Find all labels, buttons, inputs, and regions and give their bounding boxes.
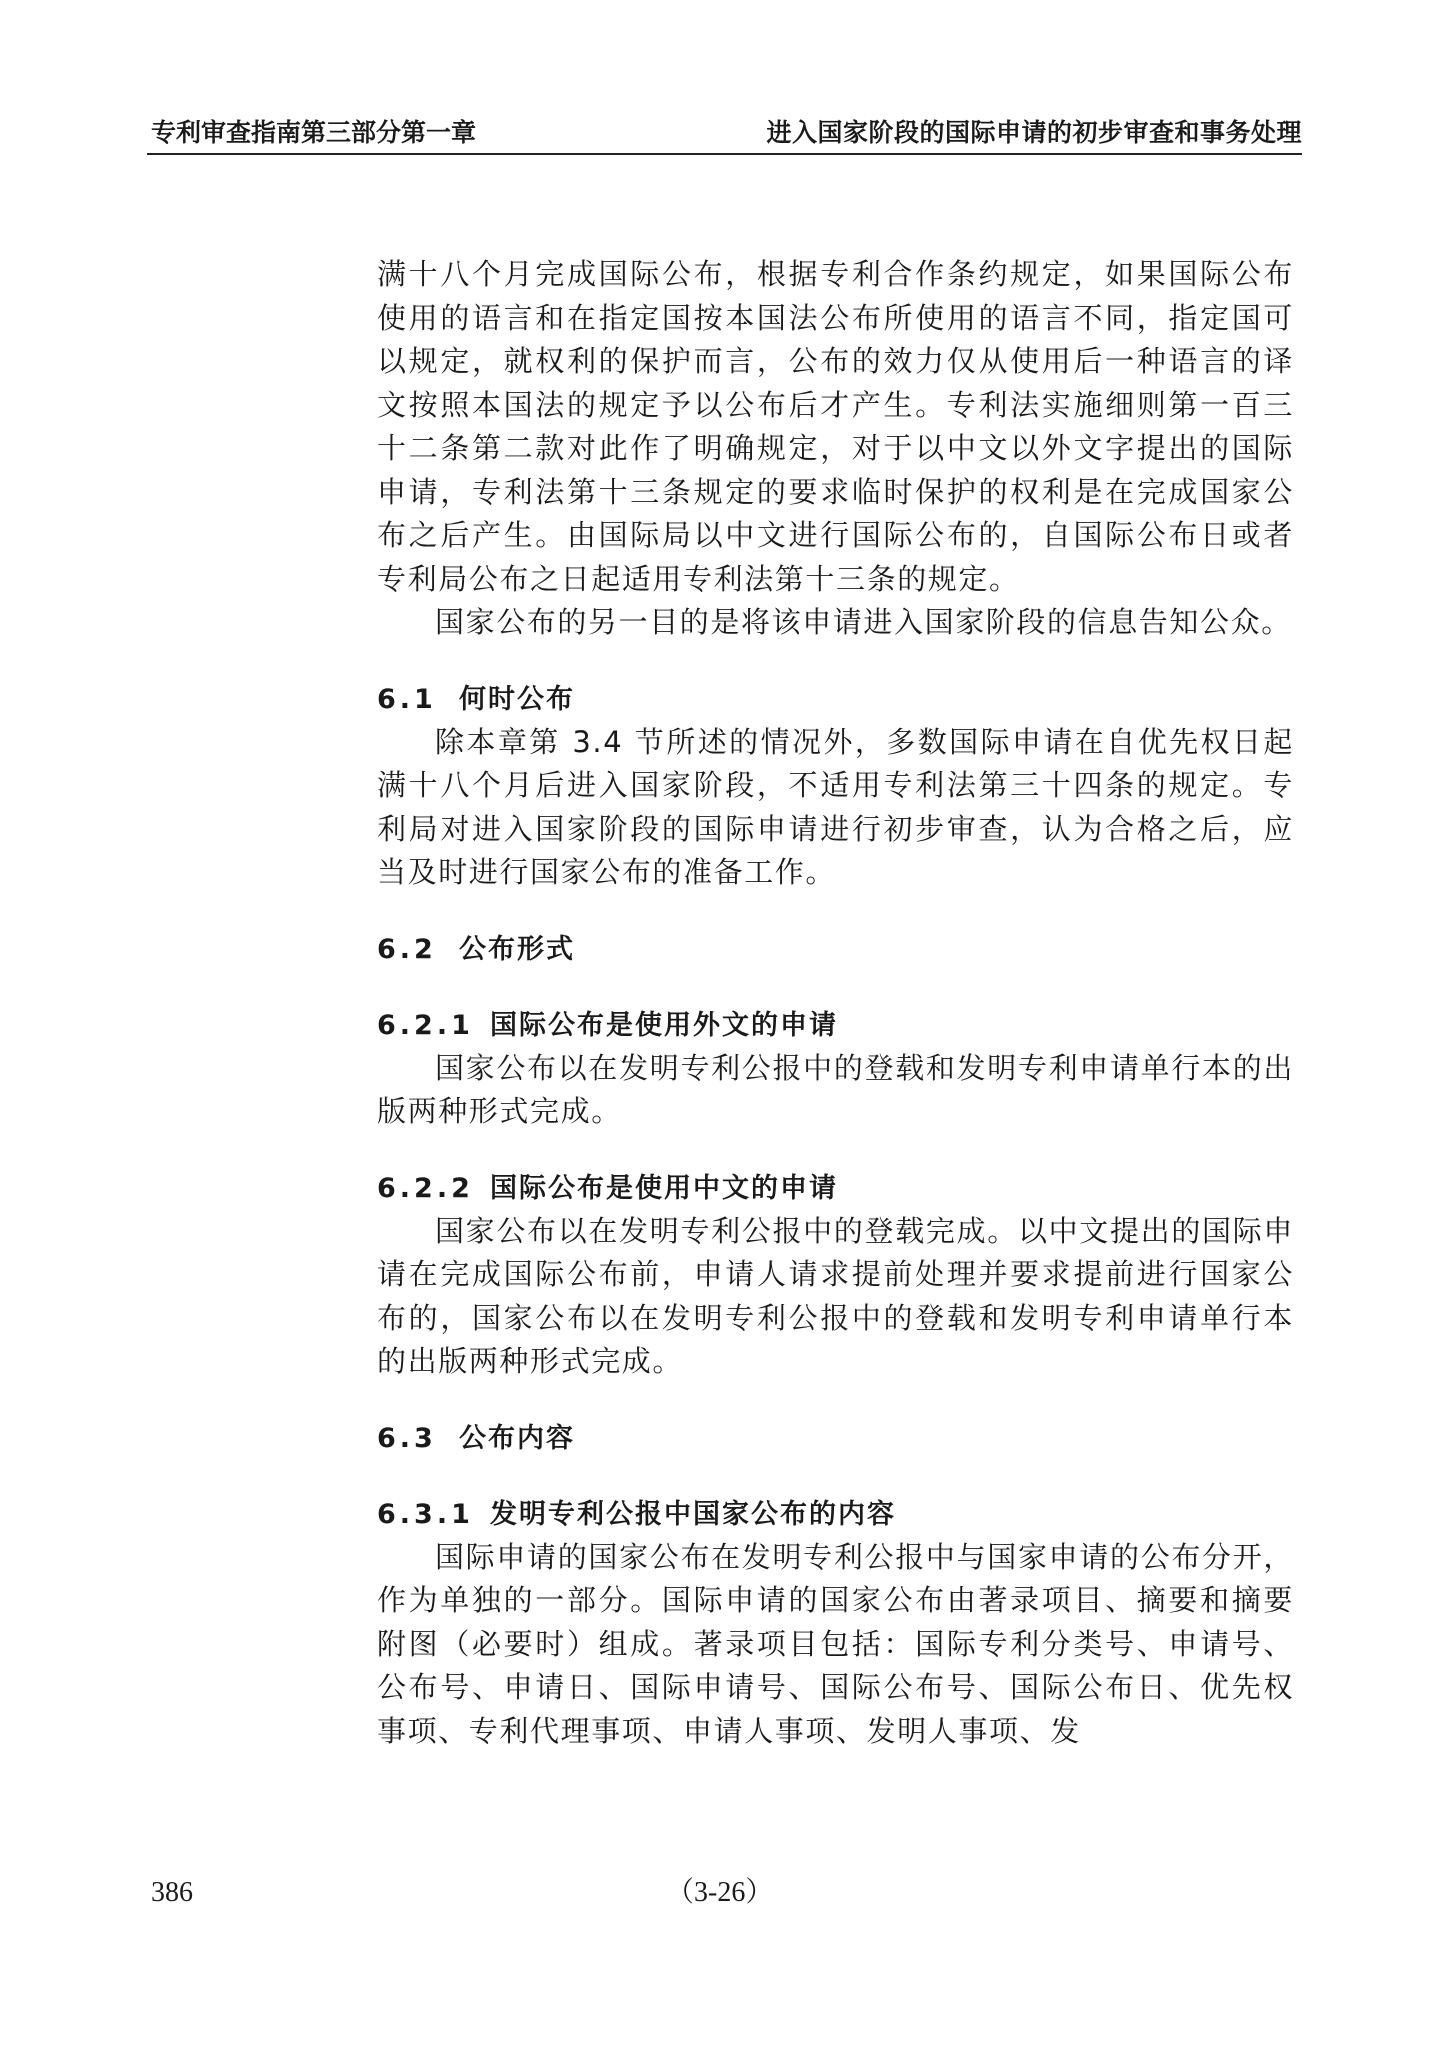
running-header-left: 专利审查指南第三部分第一章 (151, 118, 477, 147)
section-heading-6-2-1 (377, 1004, 1294, 1047)
header-divider (147, 153, 1302, 155)
paragraph-continuation: 满十八个月完成国际公布，根据专利合作条约规定，如果国际公布使用的语言和在指定国按本国法公布所使用的语言不同，指定国可以规定，就权利的保护而言，公布的效力仅从使用后一种语言的译文按照本国法的规定予以公布后才产生。专利法实施细则第一百三十二条第二款对此作了明确规定，对于以中文以外文字提出的国际申请，专利法第十三条规定的要求临时保护的权利是在完成国家公布之后产生。由国际局以中文进行国际公布的，自国际公布日或者专利局公布之日起适用专利法第十三条的规定。 (377, 257, 1294, 596)
section-title: 何时公布 (459, 683, 575, 715)
section-title: 发明专利公报中国家公布的内容 (490, 1498, 896, 1530)
section-heading-6-2-2 (377, 1167, 1294, 1210)
page-body (377, 253, 1294, 1753)
section-heading-6-1 (377, 678, 1294, 721)
paragraph-6-1: 除本章第 3.4 节所述的情况外，多数国际申请在自优先权日起满十八个月后进入国家阶段，不适用专利法第三十四条的规定。专利局对进入国家阶段的国际申请进行初步审查，认为合格之后，应当及时进行国家公布的准备工作。 (377, 724, 1294, 889)
paragraph-6-2-1: 国家公布以在发明专利公报中的登载和发明专利申请单行本的出版两种形式完成。 (377, 1050, 1294, 1128)
page-number: 386 (151, 1877, 193, 1908)
section-number: 6.2 (377, 933, 437, 965)
section-title: 国际公布是使用外文的申请 (490, 1009, 838, 1041)
section-page-number: （3-26） (666, 1877, 774, 1908)
section-heading-6-3-1 (377, 1493, 1294, 1536)
section-heading-6-3 (377, 1417, 1294, 1460)
running-header-right: 进入国家阶段的国际申请的初步审查和事务处理 (766, 118, 1302, 147)
section-title: 国际公布是使用中文的申请 (490, 1172, 838, 1204)
paragraph-6-3-1: 国际申请的国家公布在发明专利公报中与国家申请的公布分开，作为单独的一部分。国际申请的国家公布由著录项目、摘要和摘要附图（必要时）组成。著录项目包括：国际专利分类号、申请号、公布号、申请日、国际申请号、国际公布号、国际公布日、优先权事项、专利代理事项、申请人事项、发明人事项、发 (377, 1539, 1294, 1748)
section-number: 6.3 (377, 1422, 437, 1454)
paragraph-purpose: 国家公布的另一目的是将该申请进入国家阶段的信息告知公众。 (435, 605, 1292, 639)
section-number: 6.1 (377, 683, 437, 715)
section-title: 公布内容 (459, 1422, 575, 1454)
section-heading-6-2 (377, 928, 1294, 971)
section-number: 6.3.1 (377, 1498, 474, 1530)
section-number: 6.2.2 (377, 1172, 474, 1204)
section-number: 6.2.1 (377, 1009, 474, 1041)
section-title: 公布形式 (459, 933, 575, 965)
paragraph-6-2-2: 国家公布以在发明专利公报中的登载完成。以中文提出的国际申请在完成国际公布前，申请人请求提前处理并要求提前进行国家公布的，国家公布以在发明专利公报中的登载和发明专利申请单行本的出版两种形式完成。 (377, 1213, 1294, 1378)
